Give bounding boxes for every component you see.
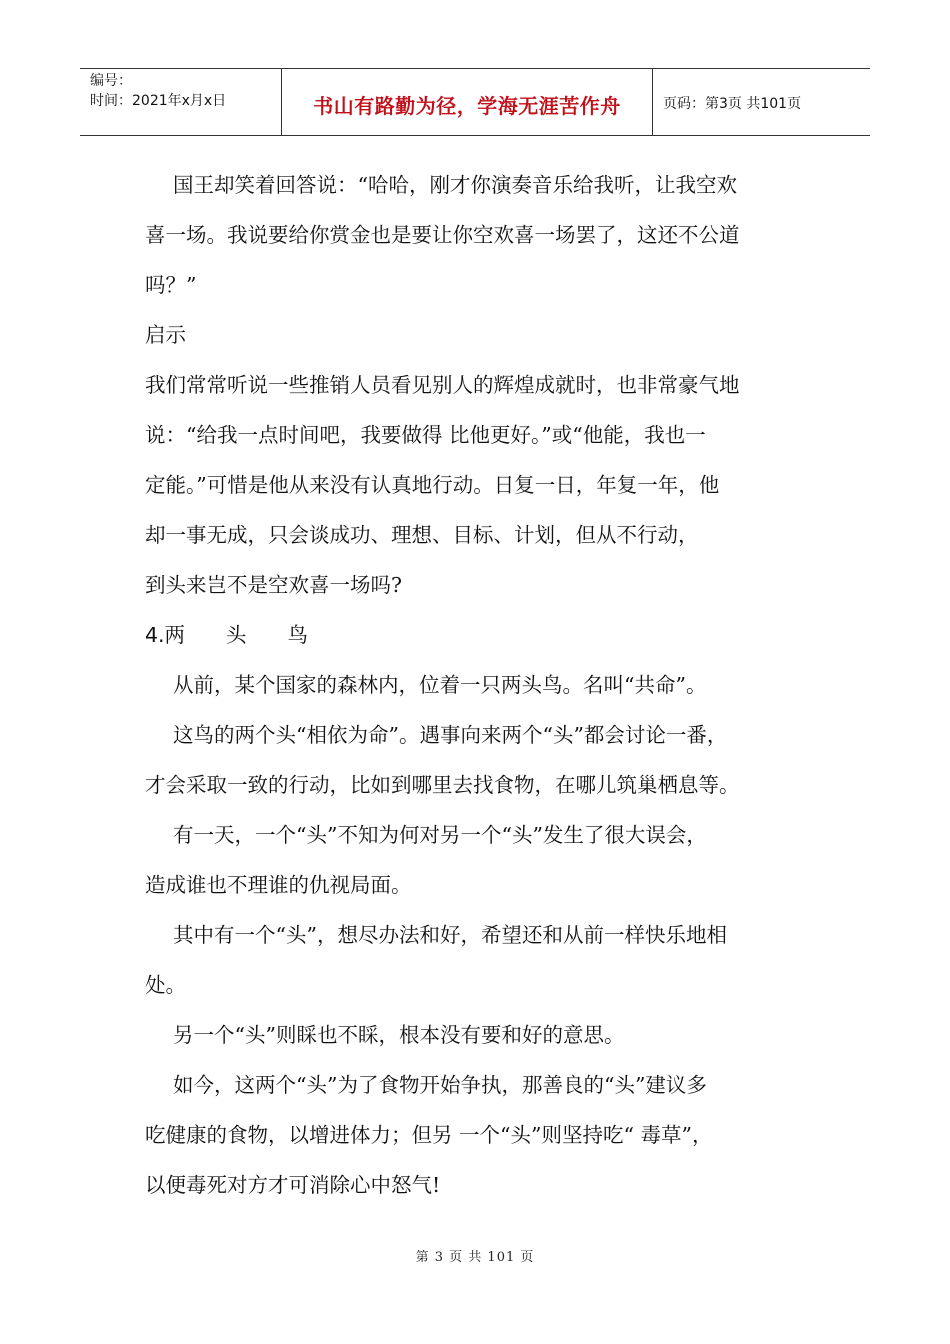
paragraph: 国王却笑着回答说：“哈哈，刚才你演奏音乐给我听，让我空欢 bbox=[173, 173, 737, 197]
paragraph: 到头来岂不是空欢喜一场吗? bbox=[145, 573, 402, 597]
motto-text: 书山有路勤为径，学海无涯苦作舟 bbox=[313, 93, 621, 118]
paragraph: 吗？” bbox=[145, 273, 197, 297]
paragraph: 以便毒死对方才可消除心中怒气! bbox=[145, 1173, 441, 1197]
page-info: 页码：第3页 共101页 bbox=[663, 96, 802, 112]
date-label: 时间：2021年x月x日 bbox=[90, 93, 227, 109]
footer-page-number: 第 3 页 共 101 页 bbox=[415, 1250, 535, 1265]
header-motto-cell bbox=[282, 69, 653, 135]
page-footer bbox=[0, 1246, 950, 1265]
header-meta-cell bbox=[80, 69, 282, 135]
paragraph: 却一事无成，只会谈成功、理想、目标、计划，但从不行动， bbox=[145, 523, 699, 547]
paragraph: 喜一场。我说要给你赏金也是要让你空欢喜一场罢了，这还不公道 bbox=[145, 223, 740, 247]
paragraph: 造成谁也不理谁的仇视局面。 bbox=[145, 873, 412, 897]
section-label: 启示 bbox=[145, 323, 186, 347]
page-header bbox=[80, 68, 870, 136]
paragraph: 另一个“头”则睬也不睬，根本没有要和好的意思。 bbox=[173, 1023, 625, 1047]
paragraph: 处。 bbox=[145, 973, 186, 997]
header-page-cell bbox=[653, 69, 870, 135]
section-heading: 4.两 头 鸟 bbox=[145, 623, 309, 647]
paragraph: 说：“给我一点时间吧，我要做得 比他更好。”或“他能，我也一 bbox=[145, 423, 706, 447]
document-body bbox=[145, 160, 815, 1210]
paragraph: 我们常常听说一些推销人员看见别人的辉煌成就时，也非常豪气地 bbox=[145, 373, 740, 397]
serial-number-label: 编号： bbox=[90, 73, 132, 89]
paragraph: 才会采取一致的行动，比如到哪里去找食物，在哪儿筑巢栖息等。 bbox=[145, 773, 740, 797]
paragraph: 定能。”可惜是他从来没有认真地行动。日复一日，年复一年，他 bbox=[145, 473, 720, 497]
paragraph: 其中有一个“头”，想尽办法和好，希望还和从前一样快乐地相 bbox=[173, 923, 727, 947]
paragraph: 这鸟的两个头“相依为命”。遇事向来两个“头”都会讨论一番， bbox=[173, 723, 728, 747]
paragraph: 如今，这两个“头”为了食物开始争执，那善良的“头”建议多 bbox=[173, 1073, 707, 1097]
paragraph: 从前，某个国家的森林内，位着一只两头鸟。名叫“共命”。 bbox=[173, 673, 707, 697]
paragraph: 吃健康的食物，以增进体力；但另 一个“头”则坚持吃“ 毒草”， bbox=[145, 1123, 713, 1147]
paragraph: 有一天，一个“头”不知为何对另一个“头”发生了很大误会， bbox=[173, 823, 707, 847]
